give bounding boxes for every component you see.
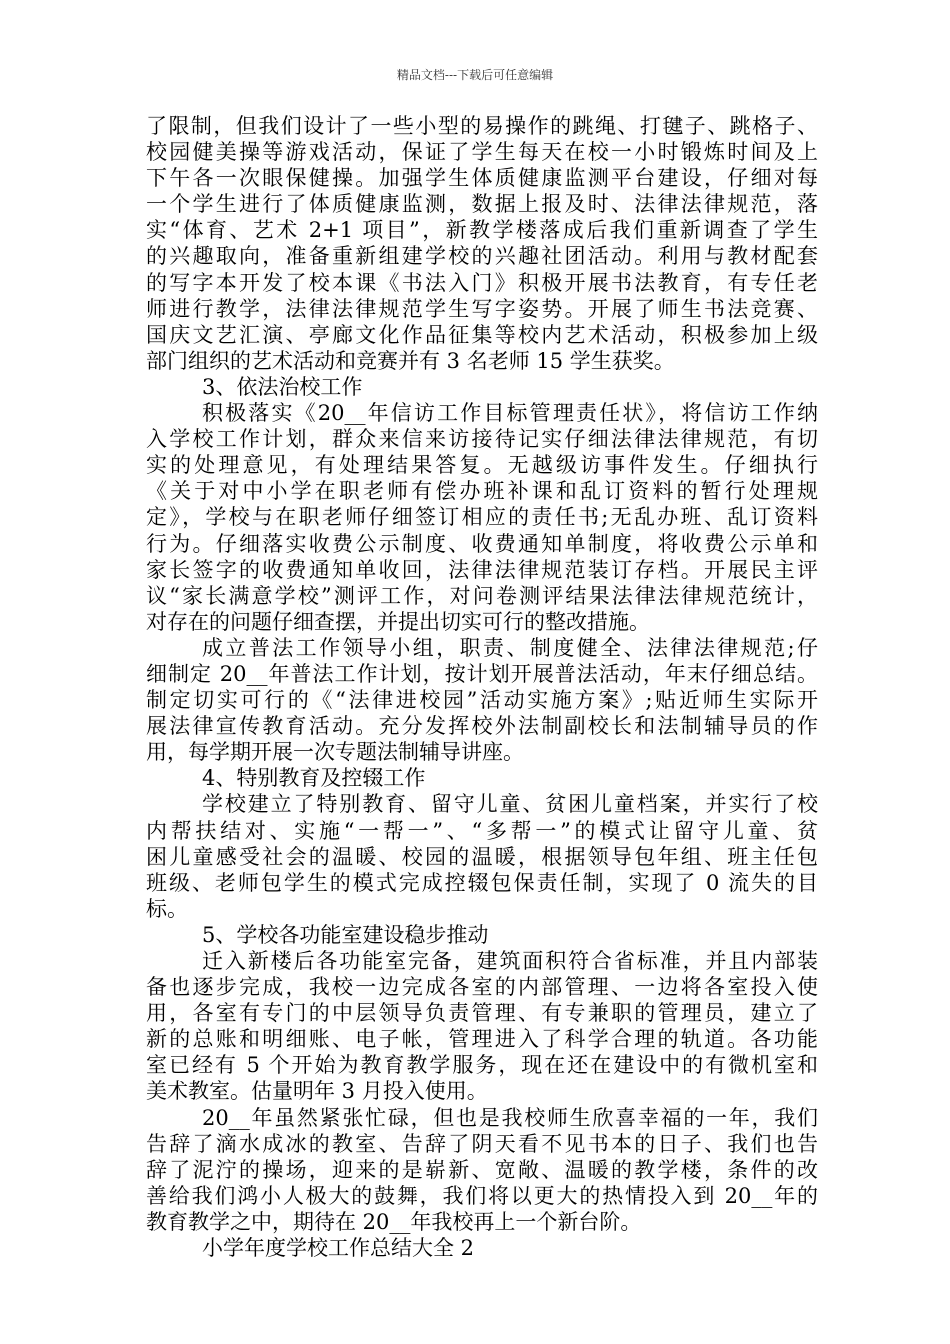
text-line: 内帮扶结对、实施“一帮一”、“多帮一”的模式让留守儿童、贫 <box>146 818 818 843</box>
text-line: 班级、老师包学生的模式完成控辍包保责任制，实现了 0 流失的目 <box>146 870 818 895</box>
text-line: 迁入新楼后各功能室完备，建筑面积符合省标准，并且内部装 <box>202 949 818 973</box>
text-line: 定》，学校与在职老师仔细签订相应的责任书;无乱办班、乱订资料 <box>146 505 818 530</box>
text-line: 展法律宣传教育活动。充分发挥校外法制副校长和法制辅导员的作 <box>146 714 818 739</box>
text-line: 小学年度学校工作总结大全 2 <box>202 1236 475 1261</box>
text-line: 美术教室。估量明年 3 月投入使用。 <box>146 1079 488 1104</box>
text-line: 家长签字的收费通知单收回，法律法律规范装订存档。开展民主评 <box>146 557 818 582</box>
text-line: 实“体育、艺术 2+1 项目”，新教学楼落成后我们重新调查了学生 <box>146 218 818 243</box>
document-header: 精品文档---下载后可任意编辑 <box>396 68 554 82</box>
text-line: 细制定 20__年普法工作计划，按计划开展普法活动，年末仔细总结。 <box>146 661 818 686</box>
text-line: 对存在的问题仔细查摆，并提出切实可行的整改措施。 <box>146 609 650 634</box>
text-line: 行为。仔细落实收费公示制度、收费通知单制度，将收费公示单和 <box>146 531 818 556</box>
text-line: 教育教学之中，期待在 20__年我校再上一个新台阶。 <box>146 1209 642 1234</box>
text-line: 5、学校各功能室建设稳步推动 <box>202 922 489 947</box>
document-body <box>146 113 818 1261</box>
text-line: 《关于对中小学在职老师有偿办班补课和乱订资料的暂行处理规 <box>146 479 818 504</box>
text-line: 善给我们鸿小人极大的鼓舞，我们将以更大的热情投入到 20__年的 <box>146 1183 818 1208</box>
text-line: 新的总账和明细账、电子帐，管理进入了科学合理的轨道。各功能 <box>146 1027 818 1052</box>
text-line: 制定切实可行的《“法律进校园”活动实施方案》;贴近师生实际开 <box>146 688 818 713</box>
text-line: 下午各一次眼保健操。加强学生体质健康监测平台建设，仔细对每 <box>146 166 818 191</box>
text-line: 困儿童感受社会的温暖、校园的温暖，根据领导包年组、班主任包 <box>146 844 818 869</box>
text-line: 成立普法工作领导小组，职责、制度健全、法律法律规范;仔 <box>202 635 818 660</box>
text-line: 国庆文艺汇演、亭廊文化作品征集等校内艺术活动，积极参加上级 <box>146 322 818 347</box>
text-line: 辞了泥泞的操场，迎来的是崭新、宽敞、温暖的教学楼，条件的改 <box>146 1157 818 1182</box>
text-line: 入学校工作计划，群众来信来访接待记实仔细法律法律规范，有切 <box>146 427 818 452</box>
text-line: 备也逐步完成，我校一边完成各室的内部管理、一边将各室投入使 <box>146 975 818 1000</box>
text-line: 校园健美操等游戏活动，保证了学生每天在校一小时锻炼时间及上 <box>146 140 818 165</box>
text-line: 一个学生进行了体质健康监测，数据上报及时、法律法律规范，落 <box>146 192 818 217</box>
text-line: 的写字本开发了校本课《书法入门》积极开展书法教育，有专任老 <box>146 270 818 295</box>
text-line: 用，每学期开展一次专题法制辅导讲座。 <box>146 740 524 765</box>
text-line: 积极落实《20__年信访工作目标管理责任状》，将信访工作纳 <box>202 401 818 426</box>
text-line: 3、依法治校工作 <box>202 374 363 399</box>
text-line: 20__年虽然紧张忙碌，但也是我校师生欣喜幸福的一年，我们 <box>202 1105 818 1130</box>
text-line: 4、特别教育及控辍工作 <box>202 766 426 791</box>
text-line: 了限制，但我们设计了一些小型的易操作的跳绳、打毽子、跳格子、 <box>146 114 818 138</box>
text-line: 议“家长满意学校”测评工作，对问卷测评结果法律法律规范统计， <box>146 583 818 608</box>
text-line: 的兴趣取向，准备重新组建学校的兴趣社团活动。利用与教材配套 <box>146 244 818 269</box>
text-line: 部门组织的艺术活动和竞赛并有 3 名老师 15 学生获奖。 <box>146 348 675 373</box>
text-line: 标。 <box>146 896 188 921</box>
text-line: 室已经有 5 个开始为教育教学服务，现在还在建设中的有微机室和 <box>146 1053 818 1078</box>
text-line: 告辞了滴水成冰的教室、告辞了阴天看不见书本的日子、我们也告 <box>146 1131 818 1156</box>
text-line: 用，各室有专门的中层领导负责管理、有专兼职的管理员，建立了 <box>146 1001 818 1026</box>
text-line: 师进行教学，法律法律规范学生写字姿势。开展了师生书法竞赛、 <box>146 296 818 321</box>
text-line: 学校建立了特别教育、留守儿童、贫困儿童档案，并实行了校 <box>202 792 818 817</box>
text-line: 实的处理意见，有处理结果答复。无越级访事件发生。仔细执行 <box>146 453 818 478</box>
